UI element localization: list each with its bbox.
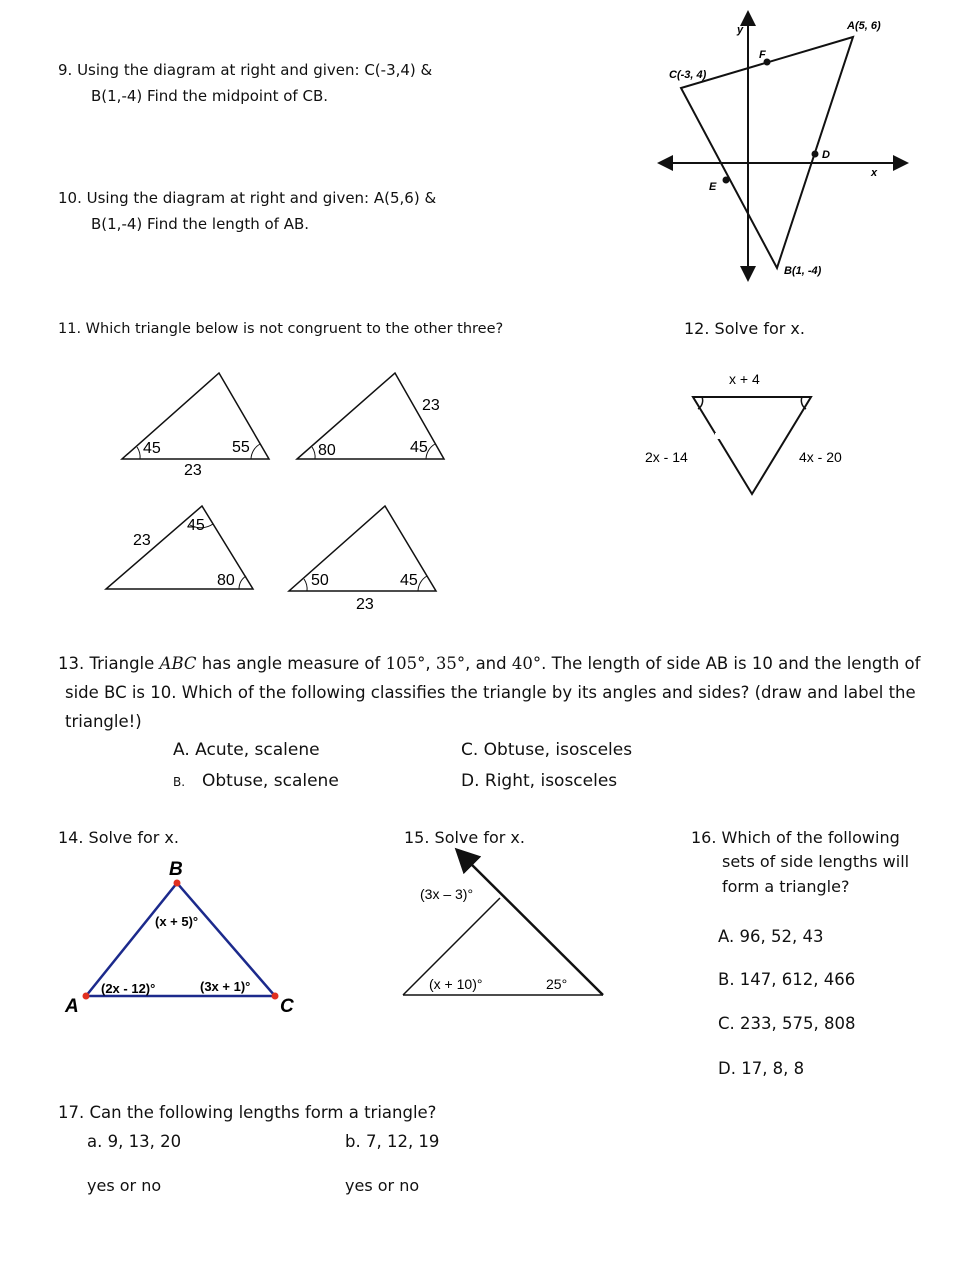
q13-comma-1: , bbox=[425, 654, 431, 673]
q17-option-a: a. 9, 13, 20 bbox=[87, 1132, 182, 1151]
q13-abc: ABC bbox=[159, 654, 197, 673]
y-axis-label: y bbox=[737, 24, 744, 36]
q12-text: 12. Solve for x. bbox=[684, 319, 805, 338]
q14-vertex-A: A bbox=[65, 996, 79, 1017]
q10-line1: 10. Using the diagram at right and given: A(5,6) & bbox=[58, 189, 437, 207]
q13-line3: triangle!) bbox=[65, 712, 142, 731]
q15-exterior-angle: (3x – 3)° bbox=[420, 886, 474, 902]
q13-comma-2: , and bbox=[465, 654, 507, 673]
point-C-label: C(-3, 4) bbox=[669, 69, 707, 81]
q13-line2: side BC is 10. Which of the following classifies the triangle by its angles and sides? (draw and label the bbox=[65, 683, 916, 702]
q14-angle-C: (3x + 1)° bbox=[200, 979, 251, 994]
q11-t3-angle-b: 80 bbox=[217, 572, 235, 589]
q13-option-a: A. Acute, scalene bbox=[173, 740, 320, 760]
point-F-label: F bbox=[759, 49, 766, 61]
q13-angle-105: 105° bbox=[385, 654, 426, 673]
q12-left-label: 2x - 14 bbox=[645, 449, 688, 465]
q16-option-b: B. 147, 612, 466 bbox=[718, 970, 856, 989]
q11-t4-angle-b: 45 bbox=[400, 572, 418, 589]
q17-text: 17. Can the following lengths form a triangle? bbox=[58, 1103, 437, 1122]
q13-pre: 13. Triangle bbox=[58, 654, 155, 673]
q12-top-label: x + 4 bbox=[729, 371, 760, 387]
q9-line2: B(1,-4) Find the midpoint of CB. bbox=[91, 87, 328, 105]
q17-yes-or-no-a: yes or no bbox=[87, 1176, 162, 1195]
q11-t3-angle-a: 45 bbox=[187, 517, 205, 534]
q16-option-a: A. 96, 52, 43 bbox=[718, 927, 824, 946]
q11-t2-angle-b: 45 bbox=[410, 439, 428, 456]
q16-line1: 16. Which of the following bbox=[691, 828, 900, 847]
q11-t4-angle-a: 50 bbox=[311, 572, 329, 589]
q13-option-c: C. Obtuse, isosceles bbox=[461, 740, 633, 760]
q15-text: 15. Solve for x. bbox=[404, 828, 525, 847]
q14-vertex-C: C bbox=[280, 996, 294, 1017]
q14-angle-B: (x + 5)° bbox=[155, 914, 199, 929]
q11-t1-angle-b: 55 bbox=[232, 439, 250, 456]
q13-mid: has angle measure of bbox=[201, 654, 381, 673]
q14-text: 14. Solve for x. bbox=[58, 828, 179, 847]
q11-t1-angle-a: 45 bbox=[143, 440, 161, 457]
q11-text: 11. Which triangle below is not congruent to the other three? bbox=[58, 321, 504, 337]
q11-t2-angle-a: 80 bbox=[318, 442, 336, 459]
point-B-label: B(1, -4) bbox=[784, 265, 822, 277]
q13-option-b: Obtuse, scalene bbox=[202, 771, 339, 791]
q9-line1: 9. Using the diagram at right and given: C(-3,4) & bbox=[58, 61, 433, 79]
q13-angle-35: 35° bbox=[435, 654, 466, 673]
q14-vertex-B: B bbox=[169, 859, 183, 880]
q11-t2-side: 23 bbox=[422, 397, 440, 414]
q16-line3: form a triangle? bbox=[722, 877, 850, 896]
q11-t4-side: 23 bbox=[356, 596, 374, 613]
q11-t3-side: 23 bbox=[133, 532, 151, 549]
q10-line2: B(1,-4) Find the length of AB. bbox=[91, 215, 310, 233]
q13-angle-40: 40° bbox=[511, 654, 542, 673]
q11-t1-side: 23 bbox=[184, 462, 202, 479]
q14-angle-A: (2x - 12)° bbox=[101, 981, 156, 996]
q16-option-d: D. 17, 8, 8 bbox=[718, 1059, 805, 1078]
q13-option-b-letter: B. bbox=[173, 775, 186, 789]
point-E-label: E bbox=[709, 181, 717, 193]
q16-option-c: C. 233, 575, 808 bbox=[718, 1014, 856, 1033]
point-D-label: D bbox=[822, 149, 830, 161]
q16-line2: sets of side lengths will bbox=[722, 852, 910, 871]
q12-right-label: 4x - 20 bbox=[799, 449, 842, 465]
q15-right-angle: 25° bbox=[546, 976, 568, 992]
q13-option-d: D. Right, isosceles bbox=[461, 771, 618, 791]
q17-yes-or-no-b: yes or no bbox=[345, 1176, 420, 1195]
q17-option-b: b. 7, 12, 19 bbox=[345, 1132, 440, 1151]
q13-post: . The length of side AB is 10 and the length of bbox=[541, 654, 921, 673]
q15-left-angle: (x + 10)° bbox=[429, 976, 483, 992]
x-axis-label: x bbox=[871, 167, 878, 179]
point-A-label: A(5, 6) bbox=[847, 20, 881, 32]
